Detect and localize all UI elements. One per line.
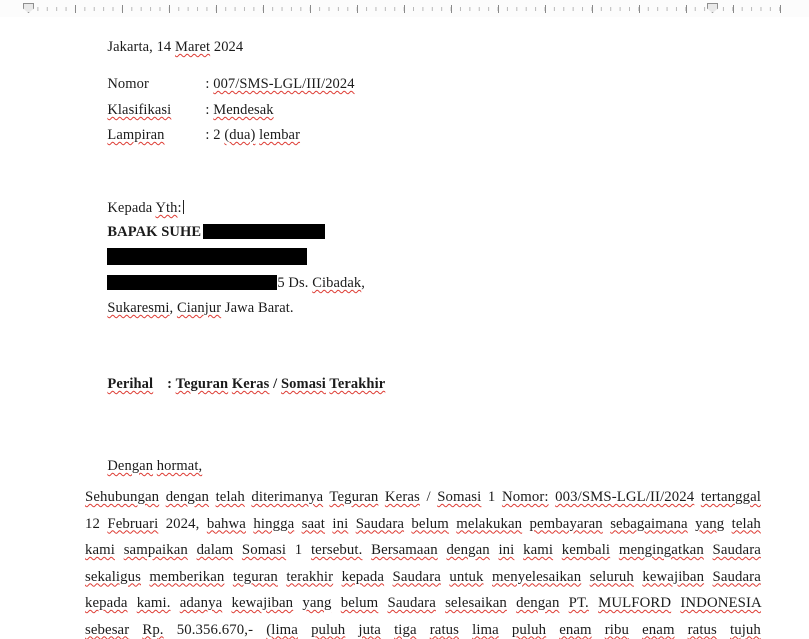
- subject-line[interactable]: [85, 357, 385, 411]
- word: lima: [472, 621, 499, 638]
- date-city: Jakarta, 14: [107, 39, 175, 55]
- word: lembar: [259, 127, 301, 143]
- word: /: [273, 376, 278, 392]
- word: hormat,: [156, 458, 203, 474]
- word: Teguran: [175, 376, 229, 392]
- word: bahwa: [206, 515, 246, 532]
- date-year: 2024: [210, 39, 244, 55]
- word: melakukan: [456, 515, 523, 532]
- word: enam: [559, 621, 592, 638]
- word: dengan: [446, 542, 490, 558]
- word: teguran: [232, 568, 278, 585]
- word: Keras: [231, 376, 270, 392]
- word: kembali: [561, 542, 611, 558]
- word: 2: [213, 127, 221, 143]
- address-comma: ,: [361, 275, 365, 291]
- word: (dua): [224, 127, 256, 143]
- word: yang: [302, 595, 332, 611]
- word: INDONESIA: [680, 595, 761, 611]
- word: dengan: [516, 595, 560, 611]
- word: tiga: [394, 621, 417, 638]
- word: mengingatkan: [618, 542, 704, 558]
- word: dengan: [165, 489, 210, 505]
- address-district: Sukaresmi: [107, 300, 170, 316]
- word: 007/SMS-LGL/III/2024: [213, 76, 355, 92]
- word: Saudara: [712, 568, 761, 585]
- word: sampaikan: [123, 542, 188, 558]
- address-regency: Cianjur: [176, 300, 222, 316]
- word: :: [205, 127, 210, 143]
- word: ratus: [429, 621, 460, 638]
- word: PT.: [568, 595, 589, 611]
- word: Saudara: [392, 568, 441, 585]
- word: kewajiban: [231, 595, 294, 611]
- word: selesaikan: [445, 595, 507, 611]
- word: Sehubungan: [85, 489, 160, 505]
- word: kewajiban: [642, 568, 705, 585]
- meta-label-nomor: Nomor: [107, 76, 149, 92]
- word: 2024,: [165, 515, 200, 532]
- word: Februari: [107, 515, 159, 532]
- word: Teguran: [329, 489, 379, 505]
- word: 003/SMS-LGL/II/2024: [555, 489, 695, 505]
- word: MULFORD: [598, 595, 672, 611]
- salutation-colon: :: [177, 200, 182, 216]
- word: belum: [411, 515, 449, 532]
- word: 1: [487, 489, 496, 505]
- subject-label: Perihal: [107, 376, 154, 392]
- word: :: [205, 76, 210, 92]
- word: pembayaran: [529, 515, 603, 532]
- word: kami: [523, 542, 554, 558]
- word: hingga: [253, 515, 295, 532]
- date-month: Maret: [175, 39, 211, 55]
- word: tertanggal: [700, 489, 761, 505]
- word: untuk: [449, 568, 484, 585]
- word: Keras: [384, 489, 420, 505]
- meta-label-lampiran: Lampiran: [107, 127, 165, 143]
- meta-label-klasifikasi: Klasifikasi: [107, 102, 172, 118]
- word: puluh: [311, 621, 346, 638]
- word: Somasi: [437, 489, 482, 505]
- word: (lima: [266, 621, 298, 638]
- word: 12: [85, 515, 100, 532]
- word: menyelesaikan: [491, 568, 582, 585]
- word: :: [205, 102, 210, 118]
- word: ini: [498, 542, 515, 558]
- address-number: 5 Ds.: [277, 275, 313, 291]
- subject-value: [176, 376, 386, 392]
- word: Rp.: [142, 621, 164, 638]
- word: tersebut.: [310, 542, 363, 558]
- word: memberikan: [149, 568, 225, 585]
- word: puluh: [511, 621, 547, 638]
- word: enam: [642, 621, 675, 638]
- meta-value-lampiran: [205, 127, 300, 143]
- word: Saudara: [712, 542, 761, 558]
- word: /: [426, 489, 431, 505]
- word: 50.356.670,-: [176, 621, 254, 638]
- word: diterimanya: [251, 489, 324, 505]
- word: ratus: [687, 621, 717, 638]
- word: telah: [731, 515, 761, 532]
- word: adanya: [179, 595, 223, 611]
- word: kepada: [341, 568, 385, 585]
- body-paragraph[interactable]: [85, 484, 761, 639]
- word: sebesar: [85, 621, 130, 638]
- word: sekaligus: [85, 568, 141, 585]
- word: ini: [332, 515, 349, 532]
- address-province: Jawa Barat.: [221, 300, 294, 316]
- meta-row-lampiran[interactable]: [85, 108, 300, 162]
- word: seluruh: [589, 568, 634, 585]
- word: Bersamaan: [371, 542, 438, 558]
- word: tujuh: [730, 621, 761, 638]
- word: dalam: [196, 542, 234, 558]
- address-separator: ,: [169, 300, 177, 316]
- address-line-2[interactable]: [85, 281, 294, 335]
- salutation-abbrev: Yth: [155, 200, 178, 216]
- word: Somasi: [281, 376, 326, 392]
- word: Mendesak: [213, 102, 274, 118]
- word: 1: [294, 542, 303, 558]
- word: Somasi: [241, 542, 287, 558]
- word: Nomor:: [501, 489, 549, 505]
- word: kepada: [85, 595, 128, 611]
- word: terakhir: [286, 568, 334, 585]
- word: belum: [340, 595, 379, 611]
- subject-colon: :: [167, 376, 176, 392]
- word: Dengan: [107, 458, 154, 474]
- greeting-text: [107, 458, 202, 474]
- word: saat: [301, 515, 326, 532]
- word: Terakhir: [329, 376, 386, 392]
- address-village: Cibadak: [312, 275, 362, 291]
- word: yang: [695, 515, 725, 532]
- word: telah: [215, 489, 245, 505]
- word: sebagaimana: [610, 515, 688, 532]
- word: ribu: [604, 621, 630, 638]
- recipient-name: BAPAK SUHE: [107, 224, 202, 240]
- word: Saudara: [387, 595, 436, 611]
- word: kami.: [136, 595, 171, 611]
- word: Saudara: [355, 515, 405, 532]
- salutation-text: Kepada: [107, 200, 156, 216]
- word: kami: [85, 542, 115, 558]
- word: juta: [358, 621, 381, 638]
